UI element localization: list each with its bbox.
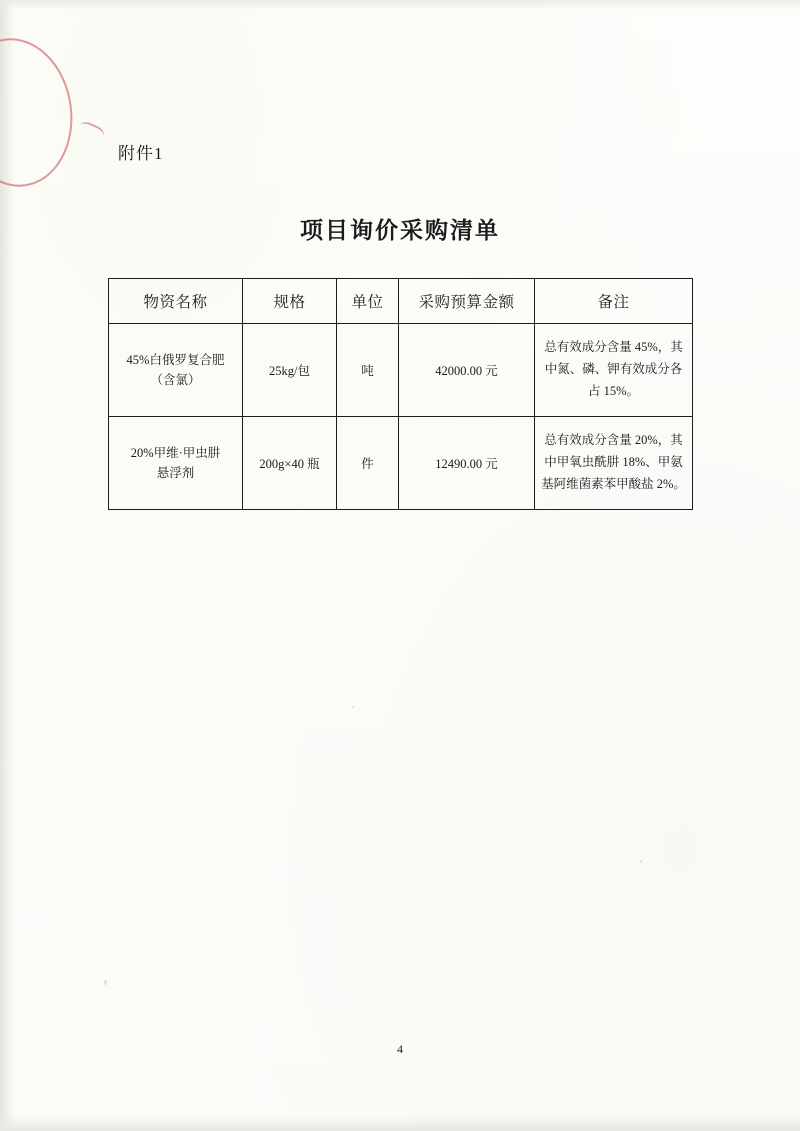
remark-line-1: 总有效成分含量 20%，其 [544,433,683,448]
column-header-budget-amount: 采购预算金额 [399,279,535,324]
cell-budget-amount: 42000.00 元 [399,324,535,417]
cell-specification: 25kg/包 [243,324,337,417]
remark-line-3: 占 15%。 [587,383,640,398]
scan-edge-shadow-top [0,0,800,10]
table-row [109,417,693,510]
purchase-list-table [108,278,693,510]
table-header-row [109,279,693,324]
red-stamp-mark-icon [76,119,106,144]
remark-line-2: 中甲氧虫酰肼 18%、甲氨 [544,455,683,470]
cell-unit: 吨 [337,324,399,417]
material-name-line-1: 45%白俄罗复合肥 [126,353,225,367]
cell-material-name [109,324,243,417]
scan-edge-shadow-bottom [0,1115,800,1131]
material-name-line-2: （含氯） [150,373,201,387]
page-title: 项目询价采购清单 [300,218,500,243]
material-name-line-1: 20%甲维·甲虫肼 [130,446,221,460]
scan-speckle [640,860,642,863]
remark-line-1: 总有效成分含量 45%，其 [544,340,683,355]
scan-speckle [104,980,107,985]
remark-line-3: 基阿维菌素苯甲酸盐 2%。 [541,476,686,491]
column-header-material-name: 物资名称 [109,279,243,324]
cell-budget-amount: 12490.00 元 [399,417,535,510]
scan-speckle [352,706,354,708]
cell-remark [535,324,693,417]
cell-material-name [109,417,243,510]
red-stamp-arc-icon [0,31,82,194]
column-header-remark: 备注 [535,279,693,324]
cell-unit: 件 [337,417,399,510]
page-number: 4 [397,1042,403,1056]
table-row [109,324,693,417]
scan-edge-shadow-left [0,0,14,1131]
attachment-label: 附件1 [118,144,164,163]
column-header-unit: 单位 [337,279,399,324]
remark-line-2: 中氮、磷、钾有效成分各 [544,362,683,377]
material-name-line-2: 悬浮剂 [156,466,195,480]
cell-remark [535,417,693,510]
cell-specification: 200g×40 瓶 [243,417,337,510]
column-header-specification: 规格 [243,279,337,324]
